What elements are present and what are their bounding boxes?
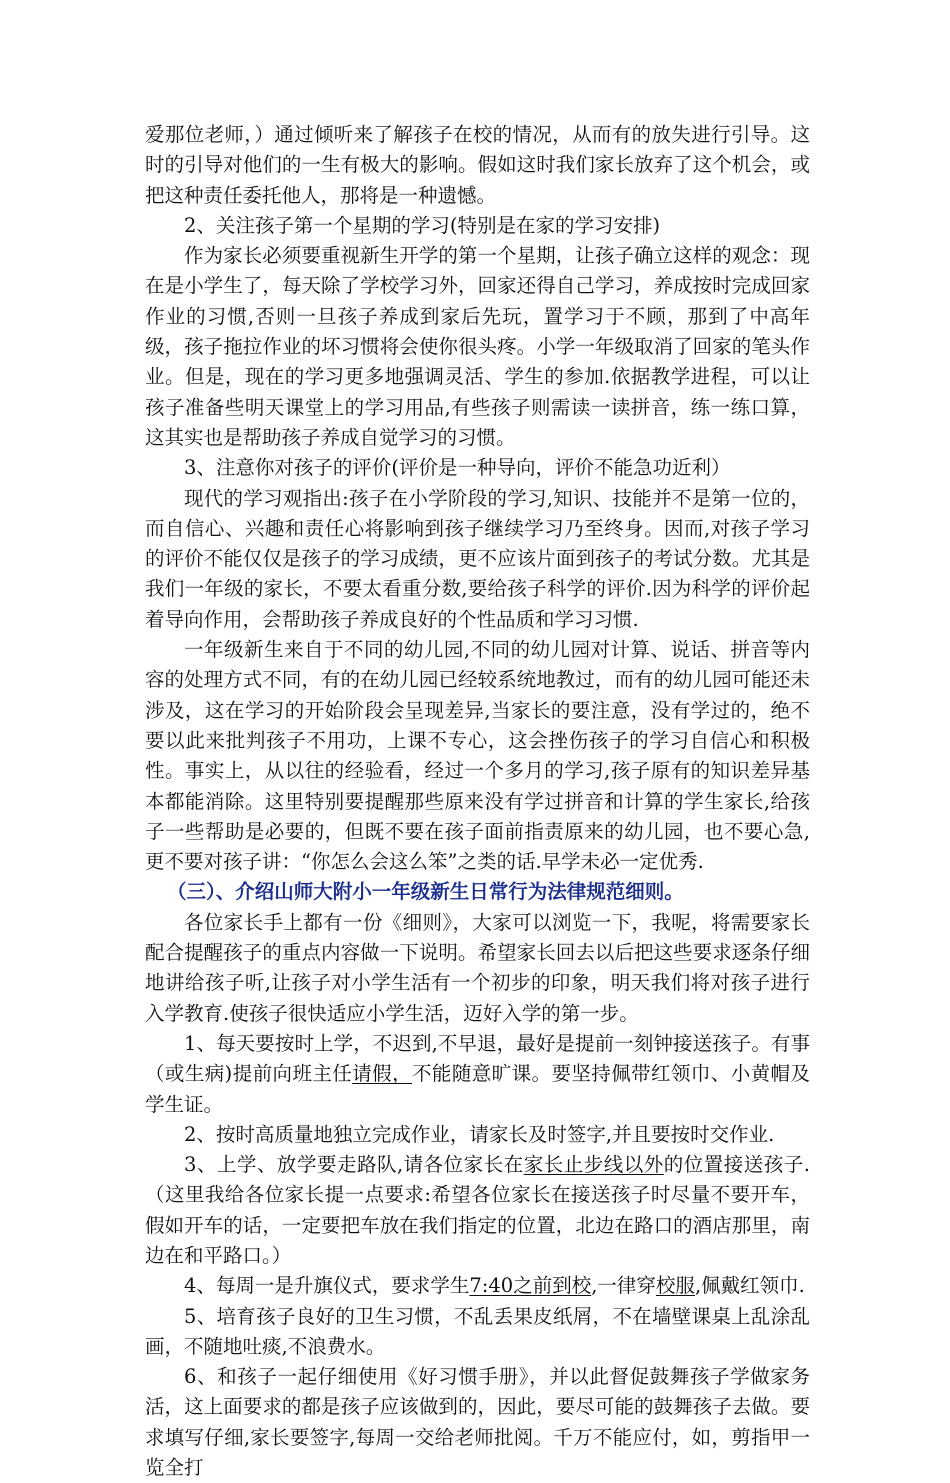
rule-1-underlined: 请假， <box>352 1062 412 1086</box>
paragraph-evaluation: 现代的学习观指出:孩子在小学阶段的学习,知识、技能并不是第一位的，而自信心、兴趣和责任心将影响到孩子继续学习乃至终身。因而,对孩子学习的评价不能仅仅是孩子的学习成绩，更不应该片面到孩子的考试分数。尤其是我们一年级的家长，不要太看重分数,要给孩子科学的评价.因为科学的评价起着导向作用，会帮助孩子养成良好的个性品质和学习习惯. <box>145 486 810 631</box>
rule-3-underlined: 家长止步线以外 <box>523 1153 664 1177</box>
rule-item-2: 2、按时高质量地独立完成作业，请家长及时签字,并且要按时交作业. <box>184 1122 775 1146</box>
rule-item-5: 5、培育孩子良好的卫生习惯，不乱丢果皮纸屑，不在墙壁课桌上乱涂乱画，不随地吐痰,不浪费水。 <box>145 1304 810 1358</box>
subheading-evaluation: 3、注意你对孩子的评价(评价是一种导向，评价不能急功近利） <box>184 456 731 480</box>
rule-1-text-a: 1、每天要按时上学，不迟到,不早退，最好是提前一刻钟接送孩子。有事（或生病)提前向班主任 <box>145 1031 810 1086</box>
rule-4-text-b: ,一律穿 <box>591 1274 656 1298</box>
paragraph-first-week: 作为家长必须要重视新生开学的第一个星期，让孩子确立这样的观念：现在是小学生了，每天除了学校学习外，回家还得自己学习，养成按时完成回家作业的习惯,否则一旦孩子养成到家后先玩，置学习于不顾，那到了中高年级，孩子拖拉作业的坏习惯将会使你很头疼。小学一年级取消了回家的笔头作业。但是，现在的学习更多地强调灵活、学生的参加.依据教学进程，可以让孩子准备些明天课堂上的学习用品,有些孩子则需读一读拼音，练一练口算，这其实也是帮助孩子养成自觉学习的习惯。 <box>145 244 810 449</box>
subheading-first-week: 2、关注孩子第一个星期的学习(特别是在家的学习安排) <box>184 213 661 237</box>
rule-4-underlined-uniform: 校服 <box>655 1274 695 1298</box>
section-heading-rules: （三）、介绍山师大附小一年级新生日常行为法律规范细则。 <box>167 880 684 904</box>
paragraph-kindergarten-differences: 一年级新生来自于不同的幼儿园,不同的幼儿园对计算、说话、拼音等内容的处理方式不同，有的在幼儿园已经较系统地教过，而有的幼儿园可能还未涉及，这在学习的开始阶段会呈现差异,当家长的要注意，没有学过的，绝不要以此来批判孩子不用功，上课不专心，这会挫伤孩子的学习自信心和积极性。事实上，从以往的经验看，经过一个多月的学习,孩子原有的知识差异基本都能消除。这里特别要提醒那些原来没有学过拼音和计算的学生家长,给孩子一些帮助是必要的，但既不要在孩子面前指责原来的幼儿园，也不要心急,更不要对孩子讲：“你怎么会这么笨”之类的话.早学未必一定优秀. <box>145 638 810 874</box>
rule-item-6: 6、和孩子一起仔细使用《好习惯手册》，并以此督促鼓舞孩子学做家务活，这上面要求的都是孩子应该做到的，因此，要尽可能的鼓舞孩子去做。要求填写仔细,家长要签字,每周一交给老师批阅。千万不能应付，如，剪指甲一览全打 <box>145 1365 810 1480</box>
rule-4-underlined-time: 7:40之前到校 <box>469 1274 592 1298</box>
rule-4-text-c: ,佩戴红领巾. <box>694 1274 805 1298</box>
rule-4-text-a: 4、每周一是升旗仪式，要求学生 <box>184 1274 470 1298</box>
rule-item-1 <box>145 1029 810 1120</box>
rule-item-3 <box>145 1150 810 1271</box>
paragraph-continuation: 爱那位老师，）通过倾听来了解孩子在校的情况，从而有的放失进行引导。这时的引导对他们的一生有极大的影响。假如这时我们家长放弃了这个机会，或把这种责任委托他人，那将是一种遗憾。 <box>145 123 810 207</box>
document-body <box>145 120 810 1483</box>
rule-3-text-b: 的位置接送孩子.（这里我给各位家长提一点要求:希望各位家长在接送孩子时尽量不要开车，假如开车的话，一定要把车放在我们指定的位置，北边在路口的酒店那里，南边在和平路口。） <box>145 1153 810 1267</box>
rule-item-4 <box>145 1271 810 1301</box>
paragraph-rules-intro: 各位家长手上都有一份《细则》，大家可以浏览一下，我呢，将需要家长配合提醒孩子的重点内容做一下说明。希望家长回去以后把这些要求逐条仔细地讲给孩子听,让孩子对小学生活有一个初步的印象，明天我们将对孩子进行入学教育.使孩子很快适应小学生活，迈好入学的第一步。 <box>145 910 810 1025</box>
rule-1-text-b: 不能随意旷课。要坚持佩带红领巾、小黄帽及学生证。 <box>145 1062 810 1116</box>
rule-3-text-a: 3、上学、放学要走路队,请各位家长在 <box>184 1153 524 1177</box>
